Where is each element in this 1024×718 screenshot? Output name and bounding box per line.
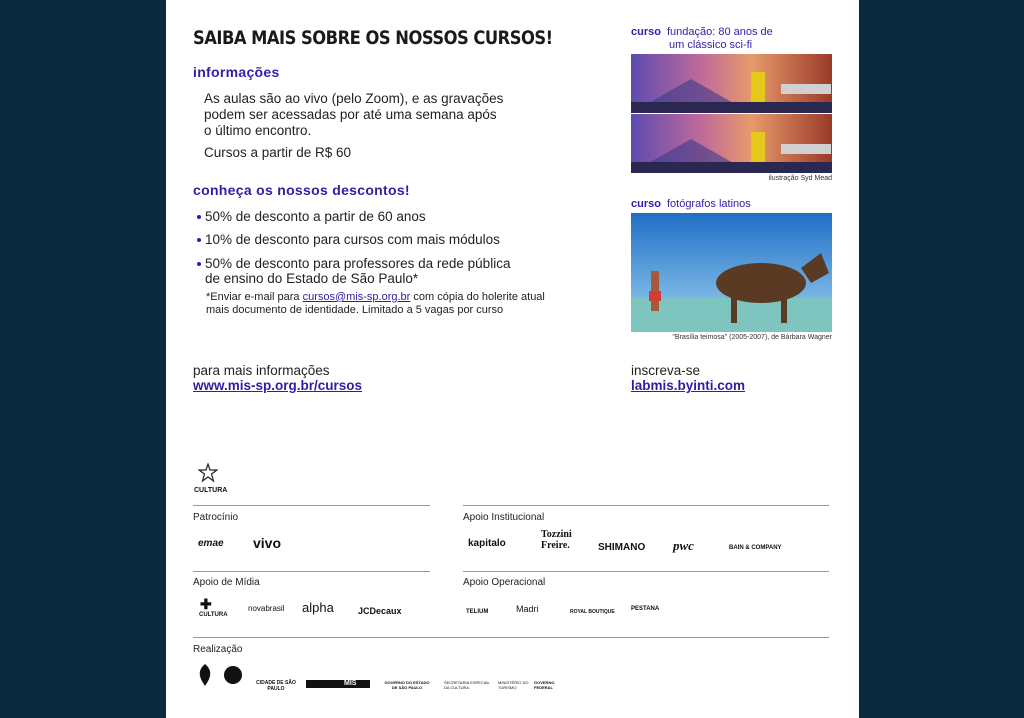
info-line: o último encontro.	[204, 123, 312, 138]
course2-caption: "Brasília teimosa" (2005-2007), de Bárbara Wagner	[672, 334, 832, 341]
course2-title: curso fotógrafos latinos	[631, 198, 751, 210]
divider	[193, 505, 430, 506]
mis-logo: MIS	[344, 680, 357, 687]
discount-item: 50% de desconto para professores da rede pública	[197, 256, 510, 272]
tozzini-freire-logo: Tozzini Freire.	[541, 529, 572, 551]
drop-logo-icon	[198, 664, 212, 686]
course1-image	[631, 54, 832, 173]
alpha-logo: alpha	[302, 600, 334, 615]
patrocinio-label: Patrocínio	[193, 512, 239, 523]
apoio-midia-label: Apoio de Mídia	[193, 577, 260, 588]
email-link[interactable]: cursos@mis-sp.org.br	[302, 291, 411, 303]
divider	[193, 637, 829, 638]
mis-logo-bar	[306, 680, 370, 688]
contact-link[interactable]: www.mis-sp.org.br/cursos	[193, 378, 363, 393]
discount-note: *Enviar e-mail para cursos@mis-sp.org.br com cópia do holerite atual mais documento de identidade. Limitado a 5 vagas por curso	[206, 291, 545, 316]
tv-cultura-logo: CULTURA	[199, 612, 228, 618]
novabrasil-logo: novabrasil	[248, 604, 285, 613]
ministerio-turismo-logo: MINISTÉRIO DO TURISMO	[498, 680, 529, 690]
bullet-icon	[197, 238, 201, 242]
course2-image	[631, 213, 832, 332]
discount-item: 50% de desconto a partir de 60 anos	[197, 209, 426, 225]
emae-logo: emae	[198, 538, 224, 549]
course1-caption: ilustração Syd Mead	[768, 175, 832, 182]
page-title: SAIBA MAIS SOBRE OS NOSSOS CURSOS!	[193, 27, 553, 49]
flyer-page	[166, 0, 859, 718]
shimano-logo: SHIMANO	[598, 542, 646, 553]
lei-cultura-label: CULTURA	[194, 487, 228, 494]
governo-sp-logo: GOVERNO DO ESTADO DE SÃO PAULO	[384, 680, 430, 690]
info-text	[204, 91, 503, 139]
realizacao-label: Realização	[193, 644, 243, 655]
sao-paulo-circle-logo-icon	[223, 665, 243, 685]
kapitalo-logo: kapitalo	[468, 538, 506, 549]
cidade-sp-logo: CIDADE DE SÃO PAULO	[256, 680, 296, 692]
divider	[463, 571, 829, 572]
contact-label: para mais informações	[193, 363, 330, 378]
vivo-logo: vivo	[253, 535, 282, 551]
jcdecaux-logo: JCDecaux	[358, 606, 402, 616]
apoio-operacional-label: Apoio Operacional	[463, 577, 546, 588]
pestana-logo: PESTANA	[631, 606, 660, 612]
pwc-logo: pwc	[673, 538, 694, 553]
course1-title: curso fundação: 80 anos de um clássico sci-fi	[631, 26, 773, 51]
info-line: As aulas são ao vivo (pelo Zoom), e as gravações	[204, 91, 504, 106]
divider	[193, 571, 430, 572]
bullet-icon	[197, 215, 201, 219]
telium-logo: TELIUM	[466, 609, 489, 615]
discount-item: 10% de desconto para cursos com mais módulos	[197, 232, 500, 248]
lei-incentivo-star-icon	[198, 463, 218, 483]
discounts-heading: conheça os nossos descontos!	[193, 182, 410, 198]
info-line: podem ser acessadas por até uma semana após	[204, 107, 497, 122]
tv-cultura-cross-icon: ✚	[200, 596, 212, 612]
royal-boutique-logo: ROYAL BOUTIQUE	[570, 609, 615, 615]
discount-item-cont: de ensino do Estado de São Paulo*	[205, 271, 419, 286]
divider	[463, 505, 829, 506]
signup-label: inscreva-se	[631, 363, 701, 378]
madri-logo: Madri	[516, 604, 539, 614]
signup-link[interactable]: labmis.byinti.com	[631, 378, 746, 393]
bullet-icon	[197, 262, 201, 266]
governo-federal-logo: GOVERNO FEDERAL	[534, 680, 555, 690]
price-text: Cursos a partir de R$ 60	[204, 145, 352, 160]
apoio-institucional-label: Apoio Institucional	[463, 512, 545, 523]
secretaria-cultura-logo: SECRETARIA ESPECIAL DA CULTURA	[444, 680, 490, 690]
info-heading: informações	[193, 64, 280, 80]
bain-logo: BAIN & COMPANY	[729, 545, 782, 551]
